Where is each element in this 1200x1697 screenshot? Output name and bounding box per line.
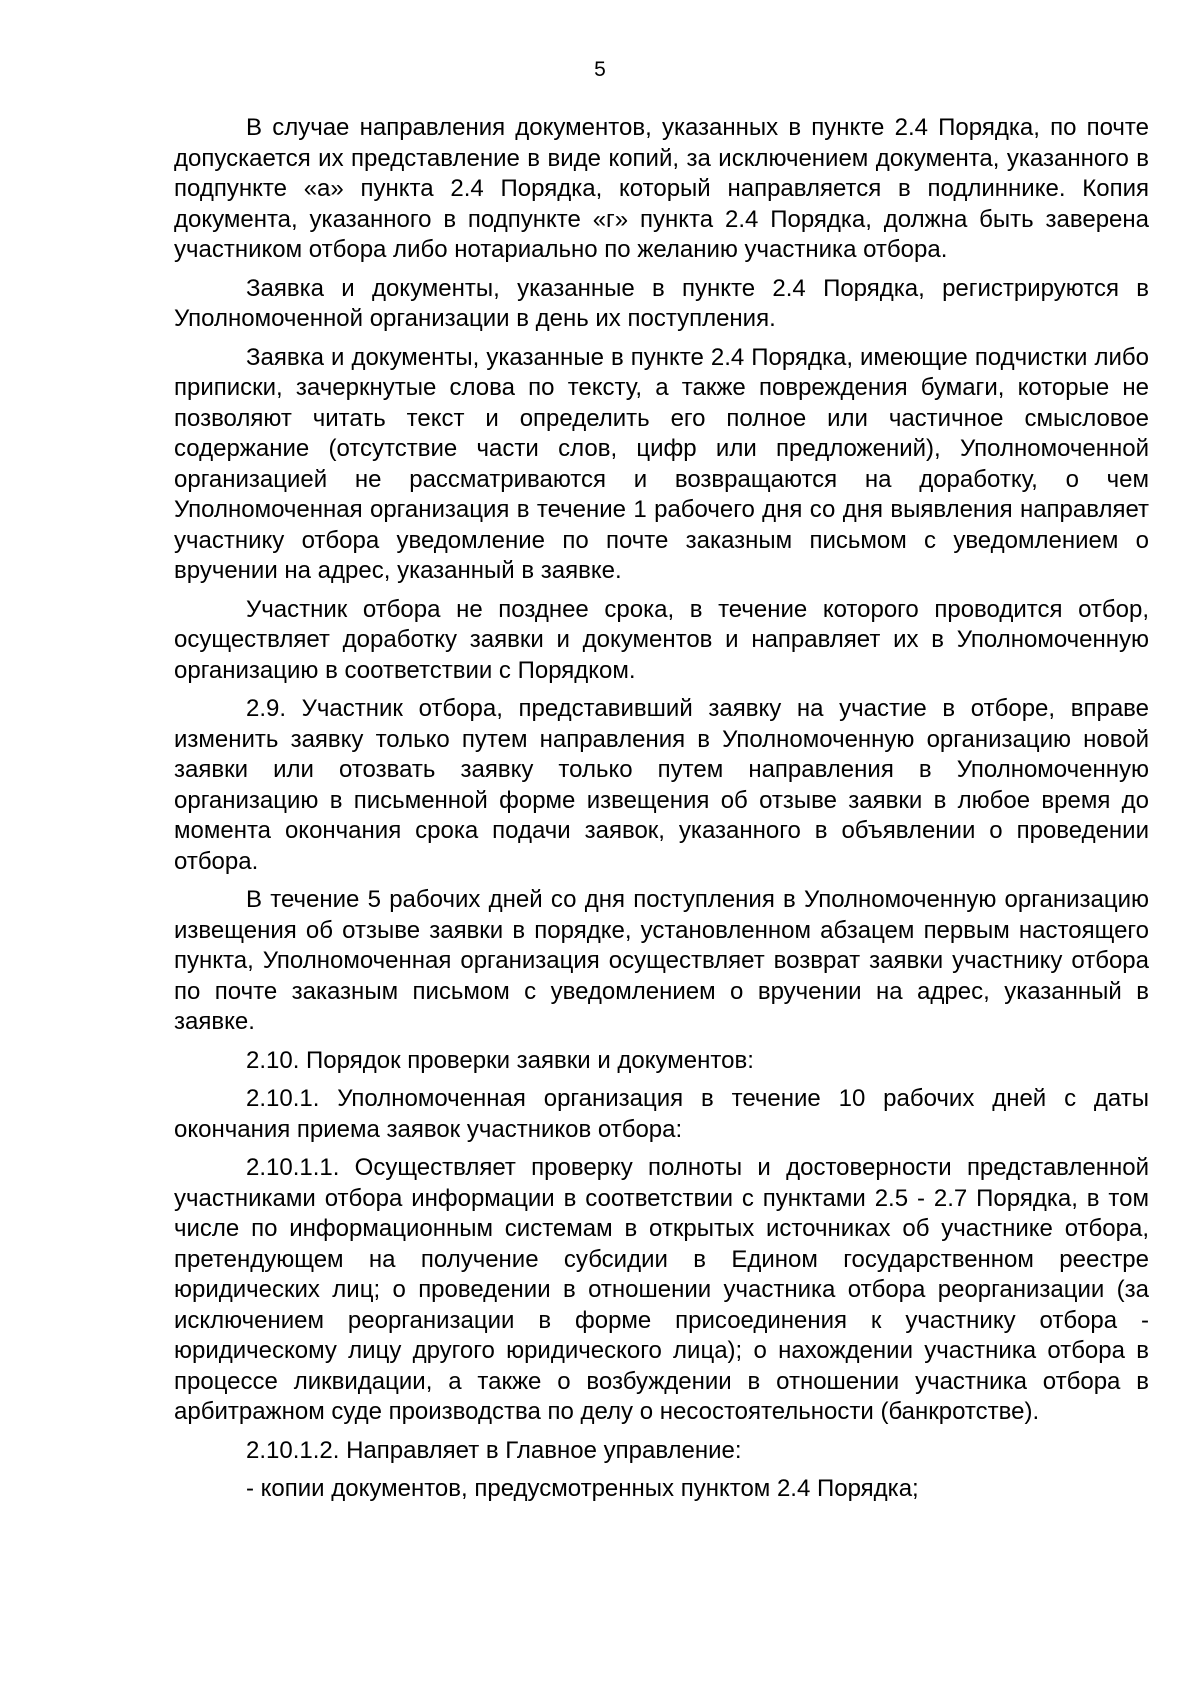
paragraph-2-10-1-1: 2.10.1.1. Осуществляет проверку полноты и достоверности представленной участниками отбора информации в соответствии с пунктами 2.5 - 2.7 Порядка, в том числе по информационным системам в открытых источниках об участнике отбора, претендующем на получение субсидии в Едином государственном реестре юридических лиц; о проведении в отношении участника отбора реорганизации (за исключением реорганизации в форме присоединения к участнику отбора - юридическому лицу другого юридического лица); о нахождении участника отбора в процессе ликвидации, а также о возбуждении в отношении участника отбора в арбитражном суде производства по делу о несостоятельности (банкротстве). — [174, 1154, 1149, 1425]
document-body — [174, 113, 1149, 1513]
paragraph-corrections-rejection: Заявка и документы, указанные в пункте 2.4 Порядка, имеющие подчистки либо приписки, зачеркнутые слова по тексту, а также повреждения бумаги, которые не позволяют читать текст и определить его полное или частичное смысловое содержание (отсутствие части слов, цифр или предложений), Уполномоченной организацией не рассматриваются и возвращаются на доработку, о чем Уполномоченная организация в течение 1 рабочего дня со дня выявления направляет участнику отбора уведомление по почте заказным письмом с уведомлением о вручении на адрес, указанный в заявке. — [174, 343, 1149, 584]
list-item-document-copies: - копии документов, предусмотренных пунктом 2.4 Порядка; — [246, 1475, 919, 1502]
paragraph-documents-by-mail: В случае направления документов, указанных в пункте 2.4 Порядка, по почте допускается их представление в виде копий, за исключением документа, указанного в подпункте «а» пункта 2.4 Порядка, который направляется в подлиннике. Копия документа, указанного в подпункте «г» пункта 2.4 Порядка, должна быть заверена участником отбора либо нотариально по желанию участника отбора. — [174, 114, 1149, 263]
paragraph-registration: Заявка и документы, указанные в пункте 2.4 Порядка, регистрируются в Уполномоченной организации в день их поступления. — [174, 274, 1149, 332]
paragraph-2-9-change-application: 2.9. Участник отбора, представивший заявку на участие в отборе, вправе изменить заявку только путем направления в Уполномоченную организацию новой заявки или отозвать заявку только путем направления в Уполномоченную организацию в письменной форме извещения об отзыве заявки в любое время до момента окончания срока подачи заявок, указанного в объявлении о проведении отбора. — [174, 695, 1149, 875]
paragraph-2-10-1-2: 2.10.1.2. Направляет в Главное управление: — [246, 1436, 742, 1464]
paragraph-withdrawal-return: В течение 5 рабочих дней со дня поступления в Уполномоченную организацию извещения об отзыве заявки в порядке, установленном абзацем первым настоящего пункта, Уполномоченная организация осуществляет возврат заявки участнику отбора по почте заказным письмом с уведомлением о вручении на адрес, указанный в заявке. — [174, 886, 1149, 1035]
paragraph-2-10-1: 2.10.1. Уполномоченная организация в течение 10 рабочих дней с даты окончания приема заявок участников отбора: — [174, 1085, 1149, 1143]
paragraph-2-10-heading: 2.10. Порядок проверки заявки и документов: — [246, 1046, 754, 1074]
page-number: 5 — [594, 58, 606, 81]
paragraph-revision: Участник отбора не позднее срока, в течение которого проводится отбор, осуществляет доработку заявки и документов и направляет их в Уполномоченную организацию в соответствии с Порядком. — [174, 595, 1149, 684]
